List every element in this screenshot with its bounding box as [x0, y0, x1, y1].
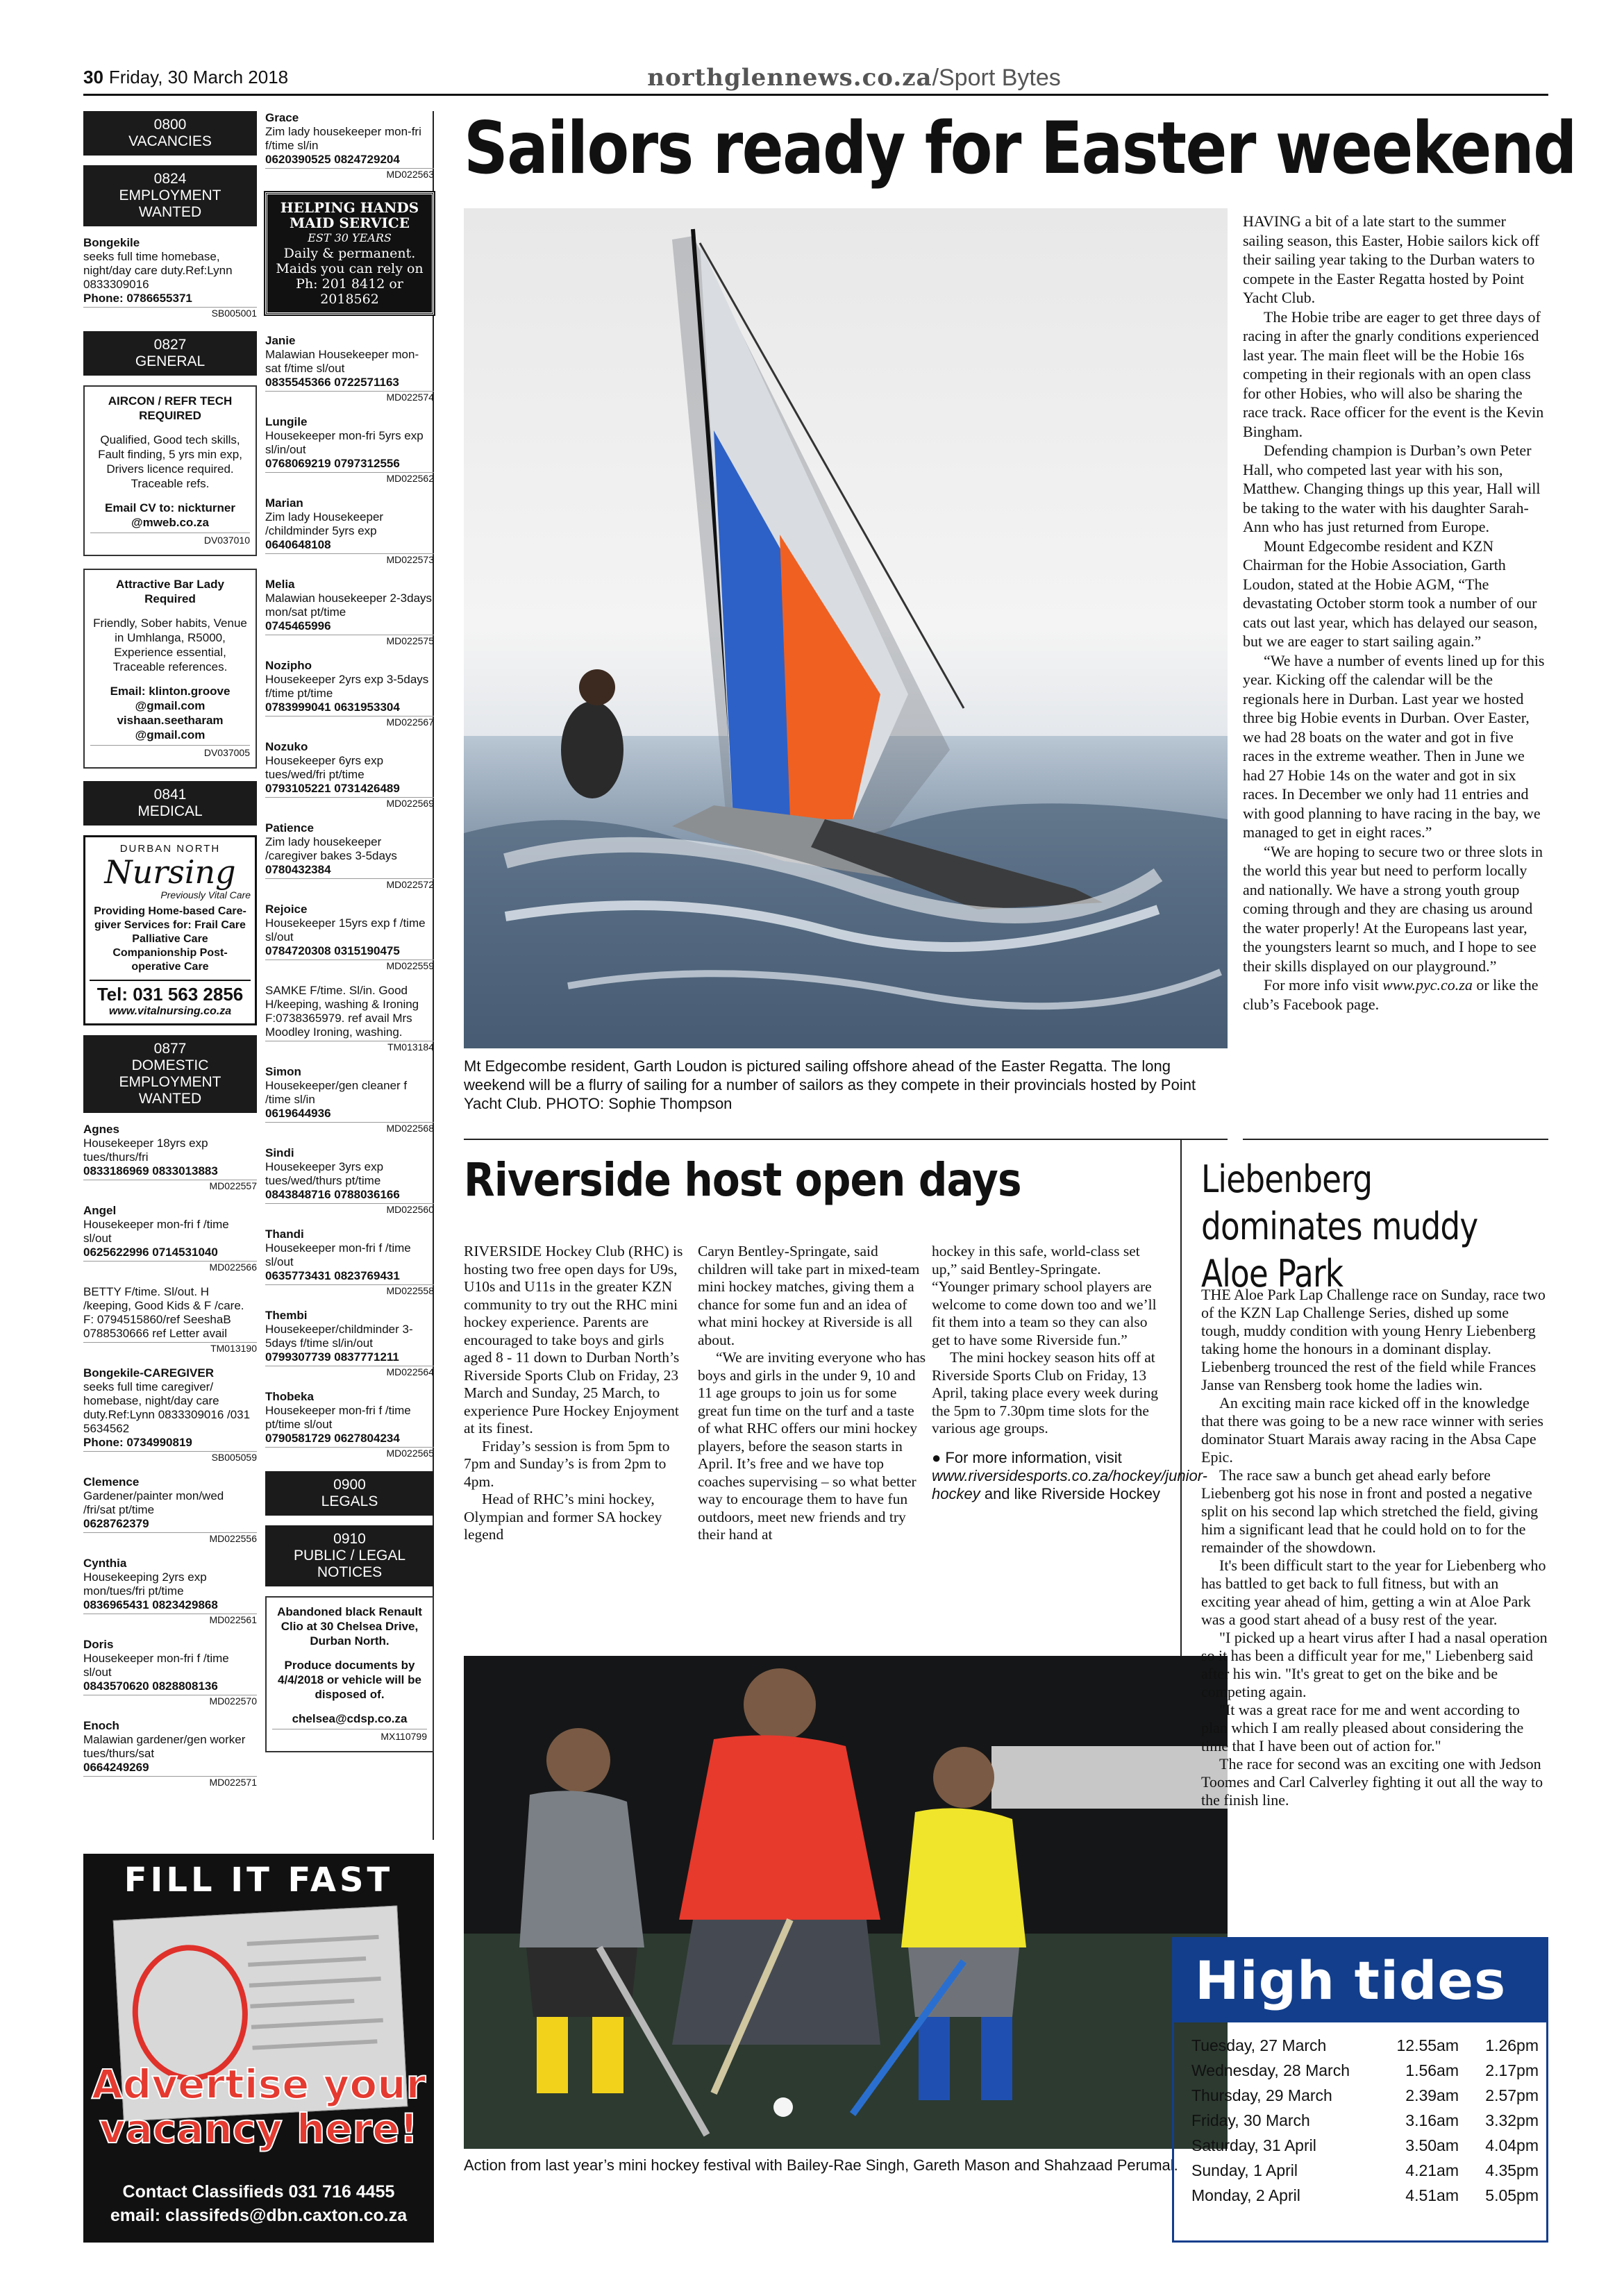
maid-ad-est: EST 30 YEARS [308, 231, 392, 244]
ad-phone: 0784720308 0315190475 [265, 944, 400, 957]
ad-name: Lungile [265, 415, 308, 428]
hockey-photo-graphic [464, 1656, 1228, 2149]
ad-text: seeks full time caregiver/ homebase, night/day care duty.Ref:Lynn 0833309016 /031 5634562 [83, 1380, 251, 1435]
sailing-photo [464, 208, 1228, 1048]
ad-phone: 0625622996 0714531040 [83, 1246, 218, 1259]
table-row [1191, 2158, 1539, 2183]
article-paragraph: Head of RHC’s mini hockey, Olympian and former SA hockey legend [464, 1491, 662, 1543]
fill-ad-email: email: classifeds@dbn.caxton.co.za [110, 2206, 408, 2225]
classified-ad [265, 496, 434, 565]
category-label: LEGALS [321, 1493, 378, 1509]
tide-am: 4.51am [1405, 2186, 1459, 2204]
fill-ad-headline [83, 2062, 434, 2151]
page-folio [83, 67, 288, 88]
high-tides-title: High tides [1174, 1939, 1546, 2022]
ad-name: Thandi [265, 1227, 304, 1241]
fill-ad-line-1: Advertise your [91, 2061, 426, 2108]
article-paragraph: “We have a number of events lined up for this year. Kicking off the calendar will be the regionals here in Durban. Last year we hosted three big Hobie events in Durban. Over Easter, we had 28 boats on the water and got in five races in the extreme weather. Then in June we had 27 Hobie 14s on the water and got in six races. In December we only had 11 entries and with good planning to have racing in the bay, we managed to get in eight races.” [1243, 651, 1545, 841]
ad-text: seeks full time homebase, night/day care duty.Ref:Lynn 0833309016 [83, 250, 233, 291]
riverside-col-1 [464, 1243, 693, 1544]
ad-phone: 0780432384 [265, 863, 331, 876]
ad-name: Clemence [83, 1475, 140, 1489]
classified-ad [265, 659, 434, 728]
tide-pm: 3.32pm [1485, 2111, 1539, 2129]
category-label: GENERAL [135, 353, 206, 369]
ad-name: Rejoice [265, 903, 308, 916]
tide-day: Sunday, 1 April [1191, 2161, 1298, 2179]
nursing-ad-body: Providing Home-based Care-giver Services for: Frail Care Palliative Care Companionship Post-operative Care [94, 905, 246, 973]
ad-name: Thobeka [265, 1390, 314, 1403]
classifieds-column [83, 111, 434, 1840]
ad-ref: MD022556 [83, 1532, 257, 1544]
ad-phone: 0843848716 0788036166 [265, 1188, 400, 1201]
category-header [265, 1525, 434, 1586]
riverside-link[interactable]: www.riversidesports.co.za/hockey/junior-hockey [932, 1466, 1207, 1502]
classified-ad [265, 111, 434, 180]
ad-text: Housekeeper mon-fri f /time sl/out [83, 1218, 229, 1245]
classified-ad [83, 1204, 257, 1273]
category-label: PUBLIC / LEGAL NOTICES [293, 1548, 406, 1580]
ad-text: Zim lady housekeeper /caregiver bakes 3-5days [265, 835, 397, 862]
classified-ad [83, 236, 257, 319]
ad-phone: 0635773431 0823769431 [265, 1269, 400, 1282]
ad-text: Housekeeper 15yrs exp f /time sl/out [265, 916, 426, 944]
ad-text: Zim lady Housekeeper /childminder 5yrs exp [265, 510, 384, 537]
boxed-ad-contact: Email: klinton.groove @gmail.com vishaan.seetharam @gmail.com [110, 685, 231, 741]
nursing-ad-sub: Previously Vital Care [160, 889, 251, 900]
ad-name: Sindi [265, 1146, 294, 1159]
article-paragraph: "I picked up a heart virus after I had a nasal operation so it has been a difficult year for me," Liebenberg said after his win. "It's great to get on the bike and be competing again. [1201, 1629, 1548, 1700]
tide-am: 2.39am [1405, 2086, 1459, 2104]
classified-ad [83, 1123, 257, 1191]
ad-name: Cynthia [83, 1557, 127, 1570]
maid-ad-phone: Ph: 201 8412 or 2018562 [296, 276, 403, 307]
legal-notice [265, 1596, 434, 1752]
classified-ad [265, 1390, 434, 1459]
category-code: 0900 [333, 1477, 366, 1493]
ad-text: Malawian Housekeeper mon-sat f/time sl/out [265, 348, 419, 375]
ad-phone: 0843570620 0828808136 [83, 1679, 218, 1693]
boxed-ad-title: AIRCON / REFR TECH REQUIRED [108, 394, 233, 422]
classified-ad [265, 1227, 434, 1296]
ad-text: Housekeeper/childminder 3-5days f/time sl/in/out [265, 1323, 413, 1350]
classified-ad [265, 334, 434, 403]
classified-ad [83, 1719, 257, 1788]
category-header [83, 331, 257, 376]
tide-am: 4.21am [1405, 2161, 1459, 2179]
ad-text: Housekeeper 6yrs exp tues/wed/fri pt/time [265, 754, 384, 781]
classifieds-col-1 [83, 111, 257, 1800]
ad-phone: Phone: 0786655371 [83, 292, 192, 305]
category-header [265, 1471, 434, 1516]
ad-ref: MD022558 [265, 1284, 434, 1296]
fill-it-fast-ad [83, 1854, 434, 2243]
table-row [1191, 2183, 1539, 2208]
category-label: VACANCIES [128, 133, 212, 149]
classified-ad [83, 1638, 257, 1707]
classified-ad [83, 1285, 257, 1354]
nursing-ad-website: www.vitalnursing.co.za [108, 1005, 232, 1017]
article-paragraph: Defending champion is Durban’s own Peter Hall, who competed last year with his son, Matthew. Changing things up this year, Hall will be taking to the water with his daughter Sarah-Ann who has just returned from Europe. [1243, 442, 1541, 535]
ad-ref: MD022573 [265, 553, 434, 565]
ad-ref: MD022570 [83, 1695, 257, 1707]
ad-name: Angel [83, 1204, 117, 1217]
classified-ad [83, 1557, 257, 1625]
ad-text: Housekeeper mon-fri 5yrs exp sl/in/out [265, 429, 424, 456]
classified-ad [265, 415, 434, 484]
ad-phone: 0799307739 0837771211 [265, 1350, 399, 1364]
article-paragraph: The Hobie tribe are eager to get three days of racing in after the gnarly conditions experienced last year. The main fleet will be the Hobie 16s competing in their regionals with an open class for other Hobies, who will also be sharing the race track. Race officer for the event is the Kevin Bingham. [1243, 308, 1544, 440]
tide-pm: 4.04pm [1485, 2136, 1539, 2154]
article-paragraph [1243, 975, 1548, 1014]
liebenberg-headline: Liebenberg dominates muddy Aloe Park [1201, 1157, 1478, 1296]
maid-ad-line: Daily & permanent. Maids you can rely on [276, 246, 424, 276]
category-code: 0824 [153, 171, 187, 187]
ad-phone: 0620390525 0824729204 [265, 153, 400, 166]
ad-ref: MD022572 [265, 878, 434, 890]
ad-text: Housekeeper mon-fri f /time sl/out [83, 1652, 229, 1679]
classified-ad [265, 984, 434, 1053]
pyc-link[interactable]: www.pyc.co.za [1382, 976, 1473, 994]
category-code: 0910 [333, 1531, 366, 1547]
ad-text: Zim lady housekeeper mon-fri f/time sl/in [265, 125, 421, 152]
ad-ref: MD022562 [265, 472, 434, 484]
divider [1243, 1139, 1548, 1140]
ad-ref: DV037005 [90, 745, 250, 760]
nursing-ad [83, 835, 257, 1025]
ad-phone: 0783999041 0631953304 [265, 701, 400, 714]
ad-name: Thembi [265, 1309, 308, 1322]
article-paragraph: The race saw a bunch get ahead early before Liebenberg got his nose in front and posted a negative split on his second lap which stretched the field, giving him a significant lead that he could hold on to for the remainder of the showdown. [1201, 1466, 1539, 1556]
nursing-ad-header: DURBAN NORTH [119, 843, 221, 855]
ad-name: Nozipho [265, 659, 312, 672]
article-paragraph: "It was a great race for me and went according to plan which I am really pleased about considering the time that I have been out of action for." [1201, 1701, 1524, 1754]
article-paragraph: The mini hockey season hits off at Riverside Sports Club on Friday, 13 April, taking place every week during the 5pm to 7.30pm time slots for the various age groups. [932, 1349, 1158, 1436]
page-header [83, 64, 1548, 96]
article-paragraph: The race for second was an exciting one with Jedson Toomes and Carl Calverley fighting it out all the way to the finish line. [1201, 1755, 1543, 1809]
ad-ref: MD022569 [265, 797, 434, 809]
info-text: and like Riverside Hockey [980, 1484, 1160, 1502]
tides-table [1191, 2033, 1539, 2208]
ad-phone: Phone: 0734990819 [83, 1436, 192, 1449]
ad-ref: MD022561 [83, 1614, 257, 1625]
tide-day: Friday, 30 March [1191, 2111, 1310, 2129]
table-row [1191, 2058, 1539, 2083]
fill-ad-title: FILL IT FAST [124, 1861, 394, 1900]
riverside-headline: Riverside host open days [464, 1153, 1021, 1207]
ad-ref: MX110799 [272, 1729, 427, 1744]
classified-ad [83, 1366, 257, 1463]
classified-ad [265, 578, 434, 646]
notice-title: Abandoned black Renault Clio at 30 Chelsea Drive, Durban North. [277, 1605, 422, 1648]
boxed-ad-title: Attractive Bar Lady Required [116, 578, 224, 605]
classified-ad [265, 740, 434, 809]
article-text: For more info visit [1264, 976, 1383, 994]
ad-text: SAMKE F/time. Sl/in. Good H/keeping, washing & Ironing F:0738365979. ref avail Mrs Moodley Ironing, washing. [265, 984, 419, 1039]
ad-text: Gardener/painter mon/wed /fri/sat pt/time [83, 1489, 224, 1516]
ad-ref: MD022575 [265, 635, 434, 646]
ad-ref: TM013190 [83, 1342, 257, 1354]
ad-text: Housekeeper/gen cleaner f /time sl/in [265, 1079, 408, 1106]
issue-date: Friday, 30 March 2018 [108, 67, 289, 87]
category-code: 0800 [153, 117, 187, 133]
category-code: 0877 [153, 1041, 187, 1057]
more-info [932, 1448, 1207, 1503]
sailors-article-body [1243, 212, 1548, 1014]
riverside-col-3 [932, 1243, 1207, 1503]
ad-name: Bongekile-CAREGIVER [83, 1366, 214, 1380]
article-paragraph: Mount Edgecombe resident and KZN Chairman for the Hobie Association, Garth Loudon, stated at the Hobie AGM, “The devastating October storm took a number of our cats out last year, which has delayed our season, but we are eager to start sailing again.” [1243, 537, 1538, 650]
ad-name: Bongekile [83, 236, 140, 249]
classified-ad [265, 1146, 434, 1215]
ad-text: Housekeeper mon-fri f /time pt/time sl/out [265, 1404, 411, 1431]
ad-phone: 0833186969 0833013883 [83, 1164, 218, 1178]
table-row [1191, 2108, 1539, 2133]
boxed-ad-body: Qualified, Good tech skills, Fault finding, 5 yrs min exp, Drivers licence required. Traceable refs. [98, 433, 242, 490]
ad-name: Janie [265, 334, 296, 347]
article-paragraph: “We are inviting everyone who has boys and girls in the under 9, 10 and 11 age groups to join us for some great fun time on the turf and a taste of what RHC offers our mini hockey players, before the season starts in April. It’s free and we have top coaches supervising – so what better way to encourage them to have fun outdoors, meet new friends and try their hand at [698, 1349, 926, 1543]
classified-ad [265, 1065, 434, 1134]
ad-ref: MD022559 [265, 960, 434, 971]
classifieds-col-2 [265, 111, 434, 1765]
ad-ref: SB005001 [83, 307, 257, 319]
tide-day: Tuesday, 27 March [1191, 2036, 1327, 2054]
tide-am: 12.55am [1396, 2036, 1459, 2054]
ad-ref: MD022565 [265, 1447, 434, 1459]
table-row [1191, 2083, 1539, 2108]
ad-ref: MD022563 [265, 168, 434, 180]
ad-ref: SB005059 [83, 1451, 257, 1463]
tide-am: 3.50am [1405, 2136, 1459, 2154]
boxed-ad-body: Friendly, Sober habits, Venue in Umhlanga, R5000, Experience essential, Traceable references. [93, 617, 247, 673]
article-text: or like the club’s Facebook page. [1243, 976, 1539, 1013]
high-tides-box [1172, 1937, 1548, 2243]
ad-ref: MD022568 [265, 1122, 434, 1134]
category-code: 0841 [153, 787, 187, 803]
ad-phone: 0768069219 0797312556 [265, 457, 400, 470]
classified-ad [265, 903, 434, 971]
tide-day: Monday, 2 April [1191, 2186, 1300, 2204]
ad-ref: MD022567 [265, 716, 434, 728]
tide-day: Wednesday, 28 March [1191, 2061, 1350, 2079]
ad-text: Housekeeper mon-fri f /time sl/out [265, 1241, 411, 1268]
tide-pm: 2.17pm [1485, 2061, 1539, 2079]
riverside-col-2 [698, 1243, 927, 1544]
ad-name: Nozuko [265, 740, 308, 753]
category-code: 0827 [153, 337, 187, 353]
ad-phone: 0619644936 [265, 1107, 331, 1120]
article-paragraph: RIVERSIDE Hockey Club (RHC) is hosting two free open days for U9s, U10s and U11s in the greater KZN community to try out the RHC mini hockey experience. Parents are encouraged to take boys and girls aged 8 - 11 down to Durban North’s Riverside Sports Club on Friday, 23 March and Sunday, 25 March, to experience Pure Hockey Enjoyment at its finest. [464, 1243, 683, 1436]
article-paragraph: It's been difficult start to the year for Liebenberg who has battled to get back to full fitness, but with an exciting year ahead of him, getting a win at Aloe Park was a good start ahead of a busy rest of the year. [1201, 1557, 1546, 1628]
ad-ref: MD022571 [83, 1776, 257, 1788]
ad-ref: MD022566 [83, 1261, 257, 1273]
category-label: DOMESTIC EMPLOYMENT WANTED [119, 1057, 221, 1107]
ad-text: Housekeeper 18yrs exp tues/thurs/fri [83, 1137, 208, 1164]
ad-ref: MD022560 [265, 1203, 434, 1215]
site-name: northglennews.co.za [647, 64, 932, 92]
info-text: ● For more information, visit [932, 1448, 1122, 1466]
ad-phone: 0835545366 0722571163 [265, 376, 399, 389]
ad-text: BETTY F/time. Sl/out. H /keeping, Good Kids & F /care. F: 0794515860/ref SeeshaB 0788530666 ref Letter avail [83, 1285, 244, 1340]
tide-pm: 4.35pm [1485, 2161, 1539, 2179]
ad-ref: MD022574 [265, 391, 434, 403]
nursing-ad-phone: Tel: 031 563 2856 [90, 980, 251, 1005]
ad-phone: 0836965431 0823429868 [83, 1598, 218, 1611]
article-paragraph: HAVING a bit of a late start to the summer sailing season, this Easter, Hobie sailors kick off their sailing year taking to the Durban waters to compete in the Easter Regatta hosted by Point Yacht Club. [1243, 212, 1540, 306]
category-header [83, 1035, 257, 1113]
ad-ref: DV037010 [90, 533, 250, 548]
article-paragraph: Friday’s session is from 5pm to 7pm and Sunday’s is from 2pm to 4pm. [464, 1437, 670, 1490]
category-header [83, 111, 257, 156]
category-header [83, 165, 257, 226]
category-label: MEDICAL [137, 803, 203, 819]
fill-ad-line-2: vacancy here! [99, 2105, 419, 2152]
notice-email: chelsea@cdsp.co.za [292, 1712, 408, 1725]
sailing-photo-caption: Mt Edgecombe resident, Garth Loudon is pictured sailing offshore ahead of the Easter Regatta. The long weekend will be a flurry of sailing for a number of sailors as they compete in their provincials hosted by Point Yacht Club. PHOTO: Sophie Thompson [464, 1057, 1196, 1112]
boxed-ad [83, 569, 257, 769]
liebenberg-article-body [1201, 1286, 1548, 1809]
article-paragraph: THE Aloe Park Lap Challenge race on Sunday, race two of the KZN Lap Challenge Series, dished up some tough, muddy condition with young Henry Liebenberg taking home the honours in a dominant display. Liebenberg trounced the rest of the field while Frances Janse van Rensberg took home the ladies win. [1201, 1286, 1546, 1393]
article-paragraph: Caryn Bentley-Springate, said children will take part in mixed-team mini hockey matches, giving them a chance for some fun and an idea of what mini hockey at Riverside is all about. [698, 1243, 920, 1348]
fill-ad-phone: Contact Classifieds 031 716 4455 [122, 2182, 395, 2202]
tide-pm: 5.05pm [1485, 2186, 1539, 2204]
nursing-ad-logo: Nursing [104, 853, 236, 891]
ad-text: Housekeeping 2yrs exp mon/tues/fri pt/time [83, 1570, 207, 1598]
ad-phone: 0664249269 [83, 1761, 149, 1774]
ad-name: Simon [265, 1065, 301, 1078]
tide-pm: 1.26pm [1485, 2036, 1539, 2054]
classified-ad [265, 1309, 434, 1377]
tide-am: 3.16am [1405, 2111, 1459, 2129]
divider [464, 1139, 1228, 1140]
ad-phone: 0790581729 0627804234 [265, 1432, 400, 1445]
article-paragraph: An exciting main race kicked off in the knowledge that there was going to be a new race winner with series dominator Stuart Marais away racing in the Absa Cape Epic. [1201, 1394, 1543, 1466]
table-row [1191, 2033, 1539, 2058]
ad-ref: MD022557 [83, 1180, 257, 1191]
ad-name: Melia [265, 578, 295, 591]
table-row [1191, 2133, 1539, 2158]
boxed-ad [83, 385, 257, 556]
tide-day: Thursday, 29 March [1191, 2086, 1332, 2104]
tide-am: 1.56am [1405, 2061, 1459, 2079]
ad-text: Housekeeper 3yrs exp tues/wed/thurs pt/time [265, 1160, 384, 1187]
ad-name: Grace [265, 111, 299, 124]
article-paragraph: “We are hoping to secure two or three slots in the world this year but need to perform locally and nationally. We have a strong youth group coming through and they are chasing us around the water properly! At the Europeans last year, the youngsters learnt so much, and I hope to see their skills displayed on our playground.” [1243, 842, 1543, 975]
ad-phone: 0640648108 [265, 538, 331, 551]
fill-ad-contact [83, 2180, 434, 2227]
sailors-headline: Sailors ready for Easter weekend [464, 107, 1576, 190]
ad-ref: TM013184 [265, 1041, 434, 1053]
ad-text: Housekeeper 2yrs exp 3-5days f/time pt/time [265, 673, 429, 700]
ad-ref: MD022564 [265, 1366, 434, 1377]
section-banner [611, 64, 1097, 92]
page-number: 30 [83, 67, 103, 87]
hockey-photo-caption: Action from last year’s mini hockey festival with Bailey-Rae Singh, Gareth Mason and Shahzaad Perumal. [464, 2156, 1178, 2174]
tide-pm: 2.57pm [1485, 2086, 1539, 2104]
maid-service-ad [265, 192, 434, 315]
ad-phone: 0793105221 0731426489 [265, 782, 400, 795]
classified-ad [83, 1475, 257, 1544]
maid-ad-title: HELPING HANDS MAID SERVICE [280, 199, 419, 231]
article-paragraph: hockey in this safe, world-class set up,” said Bentley-Springate. “Younger primary school players are welcome to come down too and we’ll fit them into a team so they can also get to have some Riverside fun.” [932, 1243, 1157, 1348]
classified-ad [265, 821, 434, 890]
ad-name: Agnes [83, 1123, 119, 1136]
ad-name: Patience [265, 821, 314, 835]
section-name: /Sport Bytes [932, 65, 1061, 91]
tide-day: Saturday, 31 April [1191, 2136, 1316, 2154]
ad-name: Enoch [83, 1719, 119, 1732]
category-label: EMPLOYMENT WANTED [119, 187, 221, 220]
ad-name: Doris [83, 1638, 114, 1651]
ad-text: Malawian gardener/gen worker tues/thurs/sat [83, 1733, 246, 1760]
ad-phone: 0745465996 [265, 619, 331, 632]
boxed-ad-contact: Email CV to: nickturner @mweb.co.za [105, 501, 235, 529]
hockey-photo [464, 1656, 1228, 2149]
ad-name: Marian [265, 496, 303, 510]
ad-phone: 0628762379 [83, 1517, 149, 1530]
sailing-photo-graphic [464, 208, 1228, 1048]
notice-body: Produce documents by 4/4/2018 or vehicle will be disposed of. [278, 1659, 421, 1701]
ad-text: Malawian housekeeper 2-3days mon/sat pt/time [265, 592, 433, 619]
category-header [83, 781, 257, 826]
